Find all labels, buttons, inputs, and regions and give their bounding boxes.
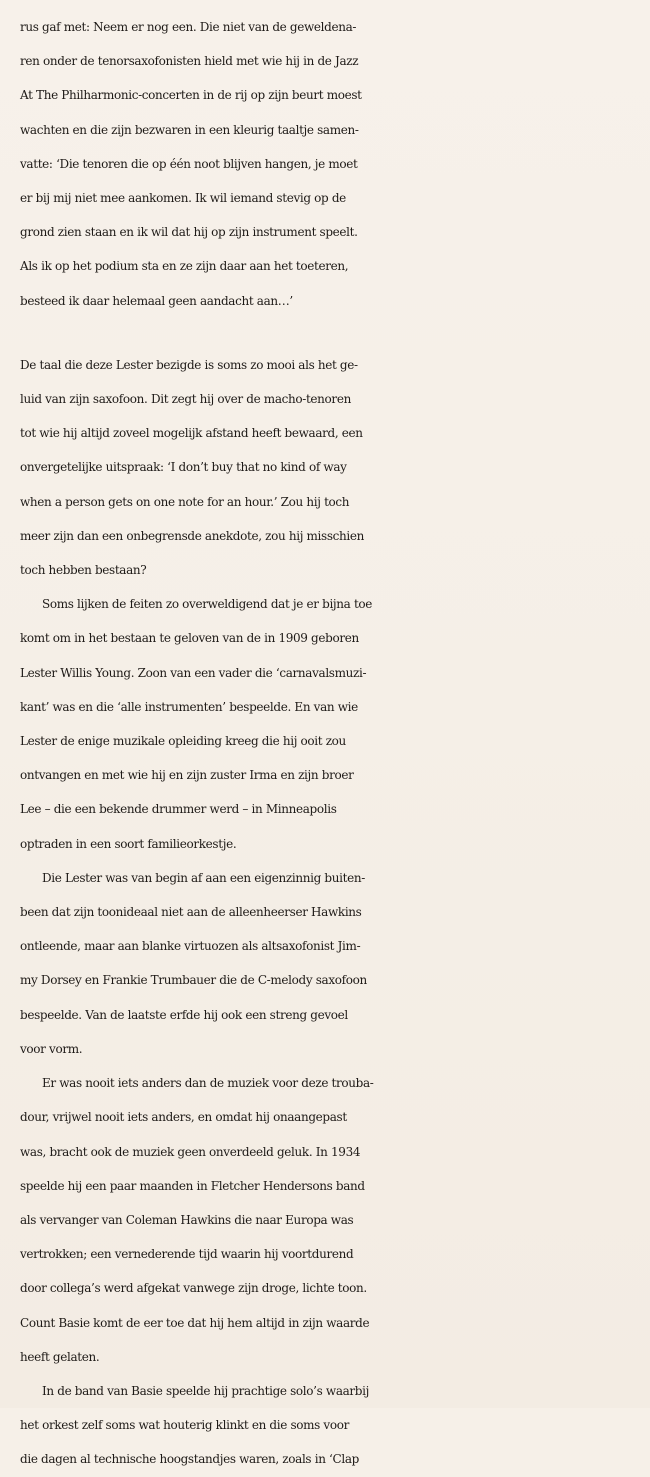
text-line: ontleende, maar aan blanke virtuozen als altsaxofonist Jim- — [20, 939, 361, 954]
text-line: besteed ik daar helemaal geen aandacht aan…’ — [20, 293, 293, 308]
text-line: onvergetelijke uitspraak: ‘I don’t buy that no kind of way — [20, 460, 347, 475]
text-line: Soms lijken de feiten zo overweldigend dat je er bijna toe — [42, 597, 373, 612]
text-line: dour, vrijwel nooit iets anders, en omdat hij onaangepast — [20, 1110, 347, 1125]
text-line: door collega’s werd afgekat vanwege zijn droge, lichte toon. — [20, 1281, 367, 1296]
text-line: Lee – die een bekende drummer werd – in Minneapolis — [20, 802, 337, 817]
text-line: vertrokken; een vernederende tijd waarin hij voortdurend — [20, 1247, 354, 1262]
text-line: De taal die deze Lester bezigde is soms zo mooi als het ge- — [20, 357, 358, 372]
text-line: heeft gelaten. — [20, 1349, 100, 1364]
paragraph-5 — [20, 1066, 634, 1374]
text-line: Als ik op het podium sta en ze zijn daar aan het toeteren, — [20, 259, 349, 274]
text-line: als vervanger van Coleman Hawkins die naar Europa was — [20, 1212, 354, 1227]
text-line: Lester de enige muzikale opleiding kreeg die hij ooit zou — [20, 734, 346, 749]
text-line: vatte: ‘Die tenoren die op één noot blijven hangen, je moet — [20, 156, 358, 171]
text-line: rus gaf met: Neem er nog een. Die niet van de geweldena- — [20, 20, 357, 34]
text-line: ren onder de tenorsaxofonisten hield met wie hij in de Jazz — [20, 54, 359, 69]
text-line: speelde hij een paar maanden in Fletcher Hendersons band — [20, 1178, 365, 1193]
text-line: Er was nooit iets anders dan de muziek voor deze trouba- — [42, 1076, 374, 1091]
text-line: er bij mij niet mee aankomen. Ik wil iemand stevig op de — [20, 191, 346, 206]
text-line: was, bracht ook de muziek geen onverdeeld geluk. In 1934 — [20, 1144, 361, 1159]
text-line: Count Basie komt de eer toe dat hij hem altijd in zijn waarde — [20, 1315, 370, 1330]
text-line: die dagen al technische hoogstandjes waren, zoals in ‘Clap — [20, 1452, 359, 1467]
paragraph-3 — [20, 587, 634, 861]
text-line: been dat zijn toonideaal niet aan de alleenheerser Hawkins — [20, 905, 362, 920]
text-line: At The Philharmonic-concerten in de rij op zijn beurt moest — [20, 88, 362, 103]
text-line: toch hebben bestaan? — [20, 563, 147, 578]
text-line: voor vorm. — [20, 1041, 83, 1056]
section-break — [20, 318, 634, 348]
text-line: ontvangen en met wie hij en zijn zuster Irma en zijn broer — [20, 768, 354, 783]
text-line: meer zijn dan een onbegrensde anekdote, zou hij misschien — [20, 528, 365, 543]
text-line: optraden in een soort familieorkestje. — [20, 836, 237, 851]
paragraph-1 — [20, 10, 634, 318]
text-line: bespeelde. Van de laatste erfde hij ook een streng gevoel — [20, 1007, 348, 1022]
text-line: In de band van Basie speelde hij prachtige solo’s waarbij — [42, 1383, 370, 1398]
text-line: when a person gets on one note for an hour.’ Zou hij toch — [20, 494, 350, 509]
paragraph-4 — [20, 861, 634, 1066]
text-line: Die Lester was van begin af aan een eigenzinnig buiten- — [42, 870, 365, 885]
text-line: het orkest zelf soms wat houterig klinkt en die soms voor — [20, 1418, 349, 1433]
paragraph-2 — [20, 348, 634, 587]
paragraph-6 — [20, 1374, 634, 1477]
text-line: luid van zijn saxofoon. Dit zegt hij over de macho-tenoren — [20, 392, 351, 407]
text-line: wachten en die zijn bezwaren in een kleurig taaltje samen- — [20, 122, 359, 137]
text-line: grond zien staan en ik wil dat hij op zijn instrument speelt. — [20, 225, 358, 240]
text-line: kant’ was en die ‘alle instrumenten’ bespeelde. En van wie — [20, 699, 358, 714]
text-line: tot wie hij altijd zoveel mogelijk afstand heeft bewaard, een — [20, 426, 363, 441]
text-line: komt om in het bestaan te geloven van de in 1909 geboren — [20, 631, 359, 646]
text-line: Lester Willis Young. Zoon van een vader die ‘carnavalsmuzi- — [20, 665, 367, 680]
text-line: my Dorsey en Frankie Trumbauer die de C-melody saxofoon — [20, 973, 367, 988]
